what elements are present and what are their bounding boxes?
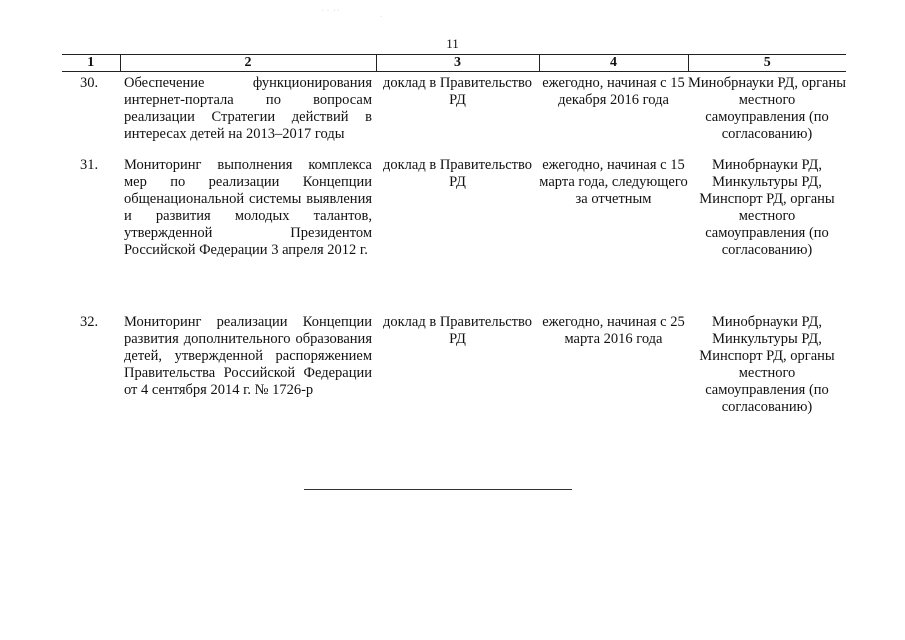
- row-report-form: доклад в Правительство РД: [383, 75, 532, 108]
- row-description: Мониторинг реализации Концепции развития дополнительного образования детей, утвержденной распоряжением Правительства Российской Федерации от 4 сентября 2014 г. № 1726-р: [124, 314, 372, 398]
- column-header: 1: [62, 55, 120, 72]
- row-number: 32.: [79, 314, 99, 330]
- row-executors: Минобрнауки РД, Минкультуры РД, Минспорт РД, органы местного самоуправления (по согласованию): [699, 157, 835, 258]
- row-number: 31.: [79, 157, 99, 173]
- row-number: 30.: [79, 75, 99, 91]
- row-deadline: ежегодно, начиная с 25 марта 2016 года: [542, 314, 685, 347]
- scan-speck: · · · ·: [322, 8, 339, 14]
- row-deadline: ежегодно, начиная с 15 марта года, следующего за отчетным: [539, 157, 688, 207]
- table-row: [62, 314, 846, 424]
- column-header: 3: [376, 55, 539, 72]
- end-of-document-line: [304, 489, 572, 490]
- page-number: 11: [446, 36, 459, 51]
- row-executors: Минобрнауки РД, Минкультуры РД, Минспорт РД, органы местного самоуправления (по согласованию): [699, 314, 835, 415]
- row-description: Мониторинг выполнения комплекса мер по реализации Концепции общенациональной системы выявления и развития молодых талантов, утвержденной Президентом Российской Федерации 3 апреля 2012 г.: [124, 157, 372, 258]
- column-header: 5: [688, 55, 846, 72]
- row-report-form: доклад в Правительство РД: [383, 157, 532, 190]
- table-header-row: [62, 55, 846, 72]
- scan-speck: ·: [380, 14, 382, 20]
- table-row: [62, 72, 846, 158]
- action-plan-table: [62, 54, 846, 424]
- row-deadline: ежегодно, начиная с 15 декабря 2016 года: [542, 75, 685, 108]
- row-report-form: доклад в Правительство РД: [383, 314, 532, 347]
- table-row: [62, 157, 846, 314]
- column-header: 4: [539, 55, 688, 72]
- column-header: 2: [120, 55, 376, 72]
- row-description: Обеспечение функционирования интернет-портала по вопросам реализации Стратегии действий в интересах детей на 2013–2017 годы: [124, 75, 372, 142]
- row-executors: Минобрнауки РД, органы местного самоуправления (по согласованию): [688, 75, 846, 142]
